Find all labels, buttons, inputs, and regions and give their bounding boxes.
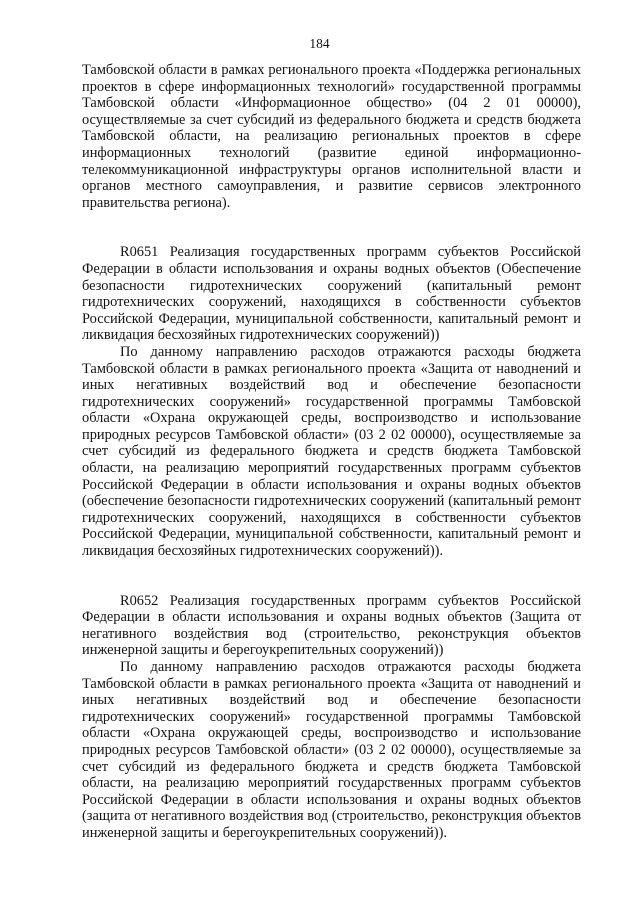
page-number: 184 [309,36,330,51]
paragraph-r0652-description: По данному направлению расходов отражаются расходы бюджета Тамбовской области в рамках регионального проекта «Защита от наводнений и иных негативных воздействий вод и обеспечение безопасности гидротехнических сооружений» государственной программы Тамбовской области «Охрана окружающей среды, воспроизводство и использование природных ресурсов Тамбовской области» (03 2 02 00000), осуществляемые за счет субсидий из федерального бюджета и средств бюджета Тамбовской области, на реализацию мероприятий государственных программ субъектов Российской Федерации в области использования и охраны водных объектов (защита от негативного воздействия вод (строительство, реконструкция объектов инженерной защиты и берегоукрепительных сооружений)). [82,659,581,841]
document-body [82,62,581,842]
paragraph-continuation: Тамбовской области в рамках регионального проекта «Поддержка региональных проектов в сфере информационных технологий» государственной программы Тамбовской области «Информационное общество» (04 2 01 00000), осуществляемые за счет субсидий из федерального бюджета и средств бюджета Тамбовской области, на реализацию региональных проектов в сфере информационных технологий (развитие единой информационно-телекоммуникационной инфраструктуры органов исполнительной власти и органов местного самоуправления, и развитие сервисов электронного правительства региона). [82,62,581,211]
paragraph-r0652-heading: R0652 Реализация государственных программ субъектов Российской Федерации в области использования и охраны водных объектов (Защита от негативного воздействия вод (строительство, реконструкция объектов инженерной защиты и берегоукрепительных сооружений)) [82,592,581,659]
paragraph-r0651-heading: R0651 Реализация государственных программ субъектов Российской Федерации в области использования и охраны водных объектов (Обеспечение безопасности гидротехнических сооружений (капитальный ремонт гидротехнических сооружений, находящихся в собственности субъектов Российской Федерации, муниципальной собственности, капитальный ремонт и ликвидация бесхозяйных гидротехнических сооружений)) [82,244,581,344]
paragraph-r0651-description: По данному направлению расходов отражаются расходы бюджета Тамбовской области в рамках регионального проекта «Защита от наводнений и иных негативных воздействий вод и обеспечение безопасности гидротехнических сооружений» государственной программы Тамбовской области «Охрана окружающей среды, воспроизводство и использование природных ресурсов Тамбовской области» (03 2 02 00000), осуществляемые за счет субсидий из федерального бюджета и средств бюджета Тамбовской области, на реализацию мероприятий государственных программ субъектов Российской Федерации в области использования и охраны водных объектов (обеспечение безопасности гидротехнических сооружений (капитальный ремонт гидротехнических сооружений, находящихся в собственности субъектов Российской Федерации, муниципальной собственности, капитальный ремонт и ликвидация бесхозяйных гидротехнических сооружений)). [82,343,581,560]
